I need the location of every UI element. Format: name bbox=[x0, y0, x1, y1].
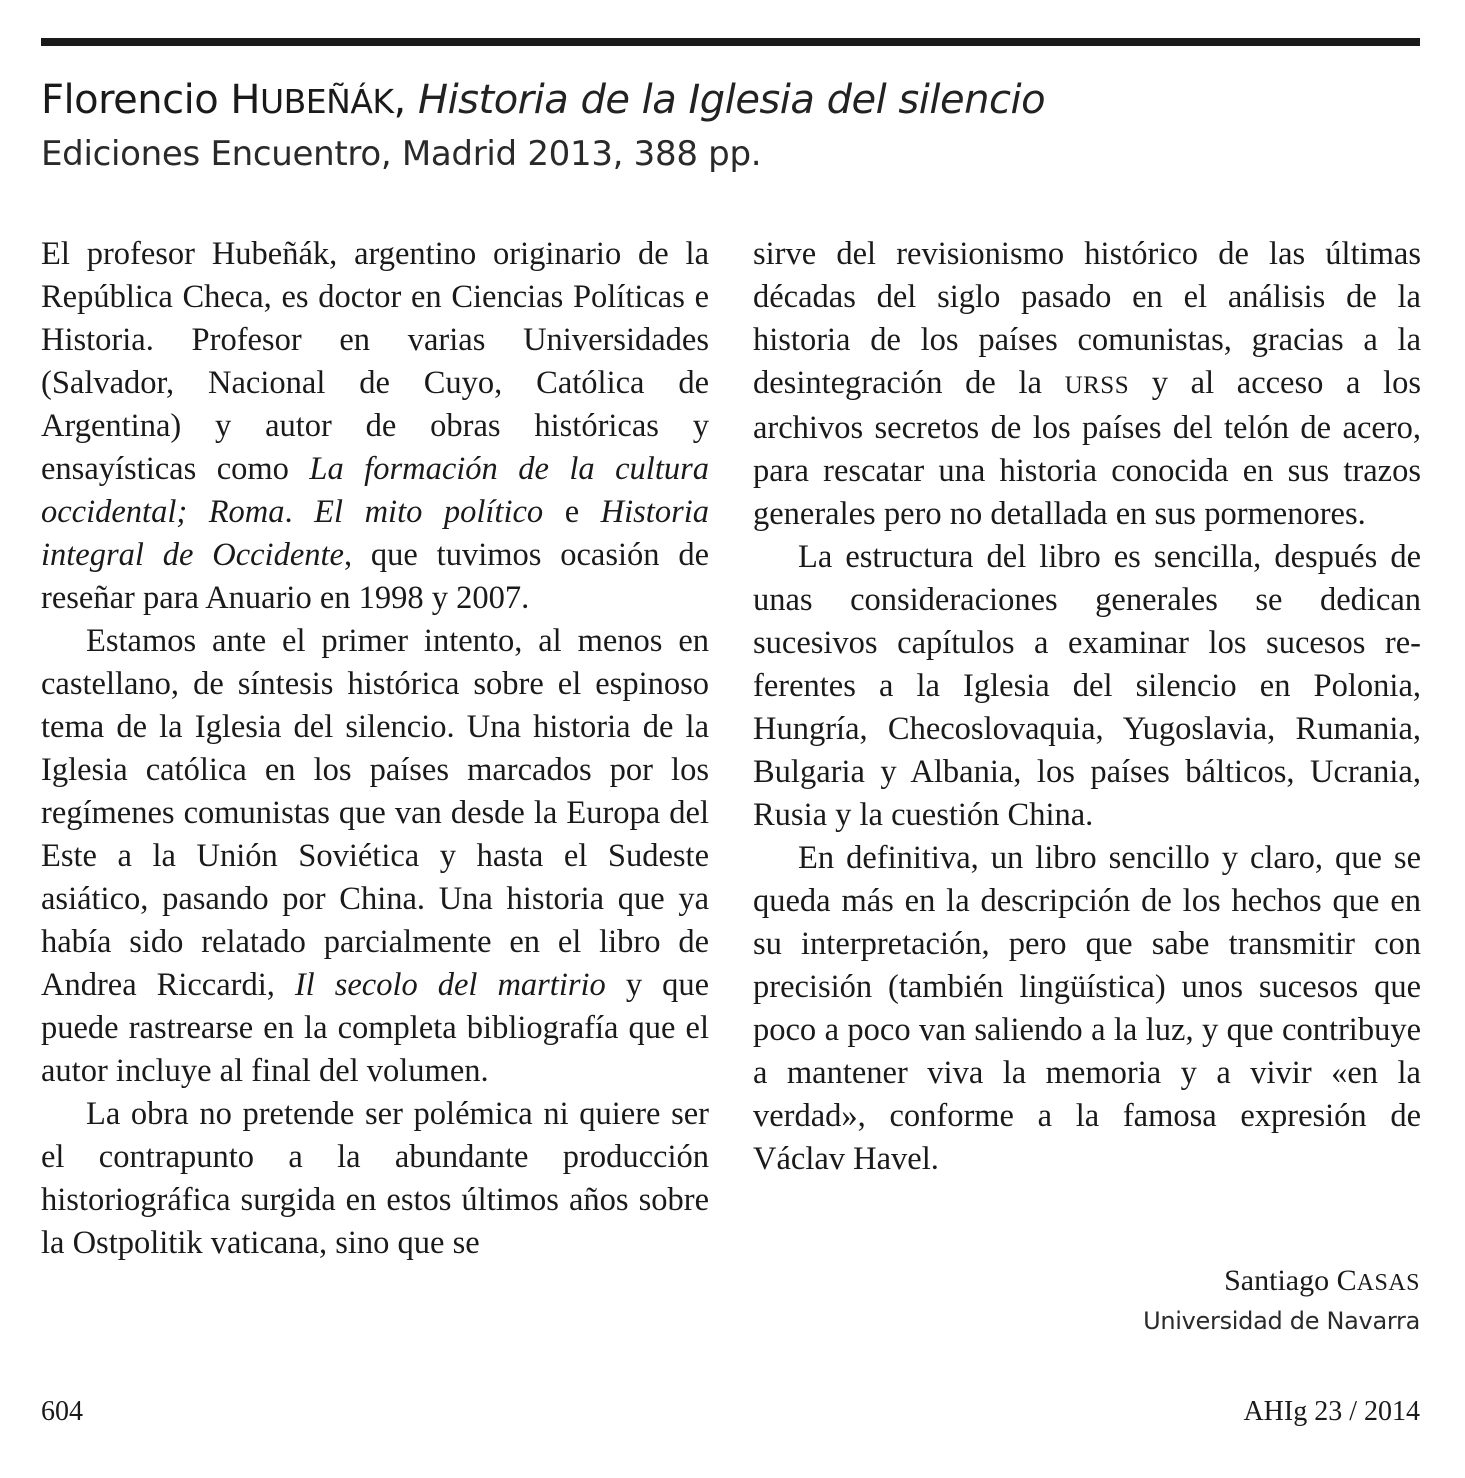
review-header bbox=[41, 74, 1421, 176]
right-column bbox=[753, 233, 1421, 1181]
page-number: 604 bbox=[41, 1396, 83, 1427]
book-imprint: Ediciones Encuentro, Madrid 2013, 388 pp. bbox=[41, 134, 762, 174]
italic-title: Il secolo del martirio bbox=[294, 967, 606, 1003]
reviewer-signature bbox=[1143, 1262, 1420, 1338]
review-title: Florencio HUBEÑÁK, Historia de la Iglesia del silencio bbox=[41, 77, 1046, 123]
paragraph: La obra no pretende ser polémica ni quiere ser el contrapunto a la abundante producción historiográfica surgida en estos últimos años sobre la Ostpolitik vaticana, sino que se bbox=[41, 1096, 709, 1261]
author-last-name: HUBEÑÁK bbox=[230, 77, 394, 123]
paragraph: El profesor Hubeñák, argentino originario de la República Checa, es doctor en Ciencias Políticas e Historia. Profesor en varias Universidades (Salvador, Nacional de Cuyo, Católica de Argentina) y autor de obras históricas y ensayísticas como La formación de la cultura occidental; Roma. El mito político e Historia integral de Occidente, que tuvimos ocasión de reseñar para Anuario en 1998 y 2007. bbox=[41, 236, 710, 616]
italic-title: El mito político bbox=[314, 494, 544, 530]
top-rule bbox=[41, 38, 1420, 46]
paragraph: En definitiva, un libro sencillo y claro, que se queda más en la descripción de los hechos que en su interpretación, pero que sabe transmitir con precisión (también lingüística) unos sucesos que poco a poco van saliendo a la luz, y que contribuye a mantener viva la memoria y a vivir «en la verdad», conforme a la famosa expresión de Václav Havel. bbox=[753, 840, 1421, 1177]
acronym: URSS bbox=[1064, 372, 1130, 399]
paragraph: La estructura del libro es sencilla, después de unas consideraciones generales se dedican sucesivos capítulos a examinar los sucesos referentes a la Iglesia del silencio en Polonia, Hungría, Checoslovaquia, Yugoslavia, Rumania, Bulgaria y Albania, los países bálticos, Ucrania, Rusia y la cuestión China. bbox=[753, 539, 1421, 833]
author-first-name: Florencio bbox=[41, 77, 219, 123]
reviewer-institution: Universidad de Navarra bbox=[1143, 1307, 1420, 1335]
left-column bbox=[41, 233, 709, 1265]
reviewer-name: Santiago CASAS bbox=[1224, 1264, 1420, 1297]
italic-title: Historia integral de Occidente bbox=[41, 494, 709, 573]
journal-citation: AHIg 23 / 2014 bbox=[1243, 1396, 1420, 1427]
paragraph: sirve del revisionismo histórico de las últimas décadas del siglo pasado en el análisis de la historia de los países comunistas, gracias a la desintegración de la URSS y al acceso a los archivos secretos de los países del telón de acero, para rescatar una historia conocida en sus trazos generales pero no detallada en sus pormenores. bbox=[753, 236, 1422, 532]
italic-title: La formación de la cultura occidental; Roma bbox=[41, 451, 710, 530]
paragraph: Estamos ante el primer intento, al menos en castellano, de síntesis histórica sobre el espinoso tema de la Iglesia del silencio. Una historia de la Iglesia católica en los países marcados por los regímenes comunistas que van desde la Europa del Este a la Unión Soviética y hasta el Sudeste asiático, pasando por China. Una historia que ya había sido relatado parcialmente en el libro de Andrea Riccardi, Il secolo del martirio y que puede rastrearse en la completa bibliografía que el autor incluye al final del volumen. bbox=[41, 623, 709, 1089]
book-title: Historia de la Iglesia del silencio bbox=[417, 77, 1046, 123]
